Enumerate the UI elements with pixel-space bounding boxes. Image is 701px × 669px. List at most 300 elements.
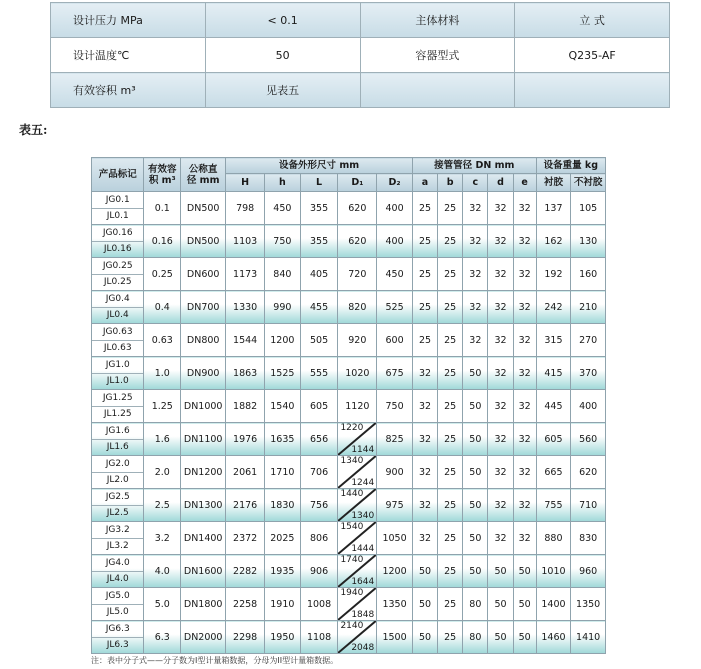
table-row — [92, 489, 606, 522]
cell-dn: DN1600 — [181, 555, 226, 588]
cell-h: 1200 — [265, 324, 301, 357]
spec-value: 立 式 — [515, 3, 670, 38]
cell-dn: DN1200 — [181, 456, 226, 489]
cell-l: 405 — [300, 258, 338, 291]
cell-h: 1935 — [265, 555, 301, 588]
cell-a: 32 — [412, 357, 437, 390]
cell-d: 32 — [488, 390, 513, 423]
cell-d1: 820 — [338, 291, 377, 324]
cell-h: 2282 — [226, 555, 265, 588]
cell-d1: 720 — [338, 258, 377, 291]
cell-w1: 605 — [536, 423, 571, 456]
cell-d: 32 — [488, 324, 513, 357]
code-jg: JG0.25 — [92, 259, 143, 275]
cell-d: 50 — [488, 555, 513, 588]
code-jg: JG5.0 — [92, 589, 143, 605]
cell-e: 32 — [513, 192, 536, 225]
code-jg: JG2.5 — [92, 490, 143, 506]
code-jl: JL3.2 — [106, 540, 129, 551]
footnote: 注：表中分子式——分子数为I型计量箱数据，分母为II型计量箱数据。 — [91, 656, 339, 665]
code-jl: JL1.25 — [103, 408, 132, 419]
cell-c: 50 — [463, 357, 488, 390]
cell-vol: 0.63 — [144, 324, 181, 357]
d1-numerator: 1220 — [340, 423, 364, 433]
cell-d1-split — [338, 588, 377, 621]
cell-e: 50 — [513, 555, 536, 588]
cell-e: 32 — [513, 357, 536, 390]
cell-b: 25 — [438, 555, 463, 588]
cell-h: 1863 — [226, 357, 265, 390]
cell-d2: 400 — [377, 225, 413, 258]
cell-a: 32 — [412, 423, 437, 456]
cell-dn: DN900 — [181, 357, 226, 390]
cell-w2: 1410 — [571, 621, 606, 654]
cell-c: 50 — [463, 423, 488, 456]
table-row — [92, 588, 606, 621]
table-row — [92, 192, 606, 225]
cell-w1: 1010 — [536, 555, 571, 588]
cell-vol: 0.16 — [144, 225, 181, 258]
cell-w2: 830 — [571, 522, 606, 555]
product-code — [92, 522, 144, 555]
cell-w2: 160 — [571, 258, 606, 291]
cell-a: 50 — [412, 555, 437, 588]
header-H: H — [226, 174, 265, 192]
cell-l: 1108 — [300, 621, 338, 654]
cell-h: 1103 — [226, 225, 265, 258]
cell-w1: 1400 — [536, 588, 571, 621]
cell-d1-split — [338, 489, 377, 522]
cell-h: 2258 — [226, 588, 265, 621]
cell-w1: 192 — [536, 258, 571, 291]
cell-l: 906 — [300, 555, 338, 588]
spec-row — [51, 73, 670, 108]
d1-denominator: 1340 — [351, 511, 375, 521]
cell-w1: 665 — [536, 456, 571, 489]
cell-a: 25 — [412, 225, 437, 258]
cell-dn: DN700 — [181, 291, 226, 324]
table-row — [92, 258, 606, 291]
cell-d: 32 — [488, 357, 513, 390]
cell-h: 2298 — [226, 621, 265, 654]
code-jl: JL6.3 — [106, 639, 129, 650]
cell-dn: DN1300 — [181, 489, 226, 522]
header-c: c — [463, 174, 488, 192]
product-code — [92, 357, 144, 390]
cell-w2: 105 — [571, 192, 606, 225]
cell-h: 990 — [265, 291, 301, 324]
cell-dn: DN800 — [181, 324, 226, 357]
cell-w2: 210 — [571, 291, 606, 324]
product-code — [92, 225, 144, 258]
cell-h: 1330 — [226, 291, 265, 324]
table-row — [92, 291, 606, 324]
cell-d: 32 — [488, 192, 513, 225]
cell-vol: 3.2 — [144, 522, 181, 555]
cell-e: 32 — [513, 489, 536, 522]
header-dn: 公称直 径 mm — [181, 158, 226, 192]
cell-h: 798 — [226, 192, 265, 225]
cell-h: 1950 — [265, 621, 301, 654]
cell-c: 32 — [463, 291, 488, 324]
code-jl: JL0.63 — [103, 342, 132, 353]
cell-b: 25 — [438, 390, 463, 423]
table-row — [92, 621, 606, 654]
d1-numerator: 2140 — [340, 621, 364, 631]
d1-denominator: 1144 — [351, 445, 375, 455]
cell-l: 505 — [300, 324, 338, 357]
cell-c: 32 — [463, 324, 488, 357]
code-jl: JL1.6 — [106, 441, 129, 452]
d1-denominator: 1244 — [351, 478, 375, 488]
cell-w2: 270 — [571, 324, 606, 357]
code-jg: JG2.0 — [92, 457, 143, 473]
header-L: L — [300, 174, 338, 192]
cell-h: 1173 — [226, 258, 265, 291]
cell-dn: DN2000 — [181, 621, 226, 654]
cell-c: 32 — [463, 192, 488, 225]
cell-d1-split — [338, 555, 377, 588]
cell-w1: 242 — [536, 291, 571, 324]
cell-h: 2176 — [226, 489, 265, 522]
cell-b: 25 — [438, 225, 463, 258]
table-row — [92, 225, 606, 258]
cell-h: 2025 — [265, 522, 301, 555]
spec-label: 设计温度℃ — [51, 38, 206, 73]
code-jl: JL0.25 — [103, 276, 132, 287]
cell-w2: 620 — [571, 456, 606, 489]
header-dims: 设备外形尺寸 mm — [226, 158, 413, 174]
product-code — [92, 423, 144, 456]
cell-w2: 130 — [571, 225, 606, 258]
table-row — [92, 456, 606, 489]
cell-b: 25 — [438, 291, 463, 324]
header-unlined: 不衬胶 — [571, 174, 606, 192]
table-row — [92, 423, 606, 456]
spec-value: 见表五 — [205, 73, 360, 108]
spec-label: 容器型式 — [360, 38, 515, 73]
spec-label: 有效容积 m³ — [51, 73, 206, 108]
code-jl: JL0.1 — [106, 210, 129, 221]
spec-value: Q235-AF — [515, 38, 670, 73]
cell-a: 25 — [412, 324, 437, 357]
cell-h: 2372 — [226, 522, 265, 555]
cell-l: 355 — [300, 225, 338, 258]
cell-d2: 900 — [377, 456, 413, 489]
cell-d2: 600 — [377, 324, 413, 357]
spec-label: 主体材料 — [360, 3, 515, 38]
header-weight: 设备重量 kg — [536, 158, 605, 174]
cell-w2: 400 — [571, 390, 606, 423]
header-d: d — [488, 174, 513, 192]
header-D1: D₁ — [338, 174, 377, 192]
cell-d2: 1050 — [377, 522, 413, 555]
cell-d2: 750 — [377, 390, 413, 423]
cell-w1: 162 — [536, 225, 571, 258]
d1-numerator: 1740 — [340, 555, 364, 565]
cell-e: 32 — [513, 258, 536, 291]
cell-d1: 620 — [338, 225, 377, 258]
cell-dn: DN1400 — [181, 522, 226, 555]
code-jl: JL0.16 — [103, 243, 132, 254]
cell-a: 32 — [412, 489, 437, 522]
cell-vol: 6.3 — [144, 621, 181, 654]
code-jg: JG0.16 — [92, 226, 143, 242]
cell-w1: 137 — [536, 192, 571, 225]
cell-d2: 525 — [377, 291, 413, 324]
cell-h: 1830 — [265, 489, 301, 522]
code-jg: JG0.4 — [92, 292, 143, 308]
cell-w1: 415 — [536, 357, 571, 390]
cell-b: 25 — [438, 423, 463, 456]
cell-a: 32 — [412, 456, 437, 489]
code-jg: JG3.2 — [92, 523, 143, 539]
code-jl: JL2.5 — [106, 507, 129, 518]
cell-h: 840 — [265, 258, 301, 291]
cell-e: 32 — [513, 456, 536, 489]
cell-h: 1540 — [265, 390, 301, 423]
table-title: 表五: — [19, 123, 48, 137]
cell-d2: 975 — [377, 489, 413, 522]
cell-a: 50 — [412, 621, 437, 654]
cell-c: 50 — [463, 522, 488, 555]
code-jg: JG1.25 — [92, 391, 143, 407]
spec-label — [360, 73, 515, 108]
d1-numerator: 1540 — [340, 522, 364, 532]
spec-table — [50, 2, 670, 108]
code-jg: JG0.1 — [92, 193, 143, 209]
cell-d2: 1500 — [377, 621, 413, 654]
cell-b: 25 — [438, 456, 463, 489]
cell-d: 32 — [488, 489, 513, 522]
d1-numerator: 1940 — [340, 588, 364, 598]
cell-d1: 1120 — [338, 390, 377, 423]
cell-vol: 2.5 — [144, 489, 181, 522]
cell-d: 32 — [488, 291, 513, 324]
cell-c: 50 — [463, 489, 488, 522]
d1-denominator: 1644 — [351, 577, 375, 587]
cell-e: 32 — [513, 423, 536, 456]
cell-d2: 400 — [377, 192, 413, 225]
cell-w2: 560 — [571, 423, 606, 456]
cell-a: 50 — [412, 588, 437, 621]
cell-h: 450 — [265, 192, 301, 225]
cell-b: 25 — [438, 324, 463, 357]
spec-value: < 0.1 — [205, 3, 360, 38]
cell-vol: 0.4 — [144, 291, 181, 324]
header-mark: 产品标记 — [92, 158, 144, 192]
header-D2: D₂ — [377, 174, 413, 192]
spec-value — [515, 73, 670, 108]
cell-d1: 920 — [338, 324, 377, 357]
product-code — [92, 192, 144, 225]
table-row — [92, 324, 606, 357]
cell-d: 32 — [488, 456, 513, 489]
header-lined: 衬胶 — [536, 174, 571, 192]
cell-vol: 1.0 — [144, 357, 181, 390]
product-code — [92, 291, 144, 324]
code-jl: JL4.0 — [106, 573, 129, 584]
cell-c: 32 — [463, 258, 488, 291]
cell-d1-split — [338, 522, 377, 555]
code-jl: JL0.4 — [106, 309, 129, 320]
d1-denominator: 1848 — [351, 610, 375, 620]
cell-e: 32 — [513, 522, 536, 555]
cell-dn: DN1100 — [181, 423, 226, 456]
cell-w1: 1460 — [536, 621, 571, 654]
cell-vol: 1.25 — [144, 390, 181, 423]
cell-dn: DN600 — [181, 258, 226, 291]
spec-row — [51, 38, 670, 73]
cell-e: 32 — [513, 324, 536, 357]
cell-a: 25 — [412, 291, 437, 324]
cell-w1: 315 — [536, 324, 571, 357]
cell-vol: 4.0 — [144, 555, 181, 588]
cell-c: 50 — [463, 555, 488, 588]
cell-e: 32 — [513, 390, 536, 423]
code-jl: JL5.0 — [106, 606, 129, 617]
cell-w1: 755 — [536, 489, 571, 522]
code-jl: JL1.0 — [106, 375, 129, 386]
code-jg: JG6.3 — [92, 622, 143, 638]
header-nozzle: 接管管径 DN mm — [412, 158, 536, 174]
product-code — [92, 456, 144, 489]
cell-c: 50 — [463, 456, 488, 489]
code-jg: JG0.63 — [92, 325, 143, 341]
cell-a: 32 — [412, 390, 437, 423]
cell-h: 1525 — [265, 357, 301, 390]
header-volume: 有效容 积 m³ — [144, 158, 181, 192]
cell-d1-split — [338, 456, 377, 489]
product-code — [92, 621, 144, 654]
cell-w2: 960 — [571, 555, 606, 588]
product-code — [92, 555, 144, 588]
d1-numerator: 1340 — [340, 456, 364, 466]
cell-vol: 0.25 — [144, 258, 181, 291]
cell-a: 32 — [412, 522, 437, 555]
cell-d: 32 — [488, 423, 513, 456]
cell-w2: 370 — [571, 357, 606, 390]
d1-denominator: 2048 — [351, 643, 375, 653]
cell-l: 656 — [300, 423, 338, 456]
cell-d2: 1200 — [377, 555, 413, 588]
cell-c: 80 — [463, 588, 488, 621]
cell-d: 32 — [488, 225, 513, 258]
product-code — [92, 324, 144, 357]
cell-c: 50 — [463, 390, 488, 423]
cell-l: 806 — [300, 522, 338, 555]
cell-vol: 0.1 — [144, 192, 181, 225]
product-code — [92, 258, 144, 291]
cell-d1: 620 — [338, 192, 377, 225]
cell-c: 80 — [463, 621, 488, 654]
cell-d: 32 — [488, 522, 513, 555]
cell-b: 25 — [438, 258, 463, 291]
cell-e: 32 — [513, 225, 536, 258]
table-row — [92, 390, 606, 423]
cell-d1-split — [338, 621, 377, 654]
cell-b: 25 — [438, 357, 463, 390]
cell-a: 25 — [412, 192, 437, 225]
cell-b: 25 — [438, 489, 463, 522]
cell-w2: 1350 — [571, 588, 606, 621]
cell-d: 50 — [488, 621, 513, 654]
cell-b: 25 — [438, 522, 463, 555]
d1-denominator: 1444 — [351, 544, 375, 554]
cell-d1: 1020 — [338, 357, 377, 390]
cell-h: 1910 — [265, 588, 301, 621]
header-e: e — [513, 174, 536, 192]
code-jg: JG1.6 — [92, 424, 143, 440]
cell-w1: 880 — [536, 522, 571, 555]
cell-d: 50 — [488, 588, 513, 621]
cell-dn: DN1800 — [181, 588, 226, 621]
table-row — [92, 357, 606, 390]
table-row — [92, 522, 606, 555]
cell-b: 25 — [438, 588, 463, 621]
product-code — [92, 390, 144, 423]
cell-l: 605 — [300, 390, 338, 423]
cell-dn: DN1000 — [181, 390, 226, 423]
cell-c: 32 — [463, 225, 488, 258]
cell-vol: 1.6 — [144, 423, 181, 456]
table-row — [92, 555, 606, 588]
cell-dn: DN500 — [181, 192, 226, 225]
cell-l: 706 — [300, 456, 338, 489]
header-a: a — [412, 174, 437, 192]
cell-d2: 1350 — [377, 588, 413, 621]
cell-a: 25 — [412, 258, 437, 291]
cell-b: 25 — [438, 621, 463, 654]
cell-h: 1544 — [226, 324, 265, 357]
cell-h: 2061 — [226, 456, 265, 489]
cell-l: 355 — [300, 192, 338, 225]
cell-vol: 5.0 — [144, 588, 181, 621]
cell-d2: 450 — [377, 258, 413, 291]
cell-l: 1008 — [300, 588, 338, 621]
cell-l: 756 — [300, 489, 338, 522]
cell-e: 50 — [513, 621, 536, 654]
d1-numerator: 1440 — [340, 489, 364, 499]
cell-l: 455 — [300, 291, 338, 324]
code-jg: JG1.0 — [92, 358, 143, 374]
product-code — [92, 489, 144, 522]
vessel-table — [91, 157, 606, 654]
cell-d1-split — [338, 423, 377, 456]
code-jl: JL2.0 — [106, 474, 129, 485]
cell-l: 555 — [300, 357, 338, 390]
spec-value: 50 — [205, 38, 360, 73]
cell-b: 25 — [438, 192, 463, 225]
header-h: h — [265, 174, 301, 192]
cell-h: 1710 — [265, 456, 301, 489]
cell-d2: 675 — [377, 357, 413, 390]
cell-dn: DN500 — [181, 225, 226, 258]
cell-d: 32 — [488, 258, 513, 291]
header-b: b — [438, 174, 463, 192]
spec-row — [51, 3, 670, 38]
spec-label: 设计压力 MPa — [51, 3, 206, 38]
cell-h: 1976 — [226, 423, 265, 456]
cell-h: 1635 — [265, 423, 301, 456]
cell-vol: 2.0 — [144, 456, 181, 489]
product-code — [92, 588, 144, 621]
cell-w2: 710 — [571, 489, 606, 522]
cell-h: 750 — [265, 225, 301, 258]
cell-d2: 825 — [377, 423, 413, 456]
cell-e: 32 — [513, 291, 536, 324]
cell-e: 50 — [513, 588, 536, 621]
